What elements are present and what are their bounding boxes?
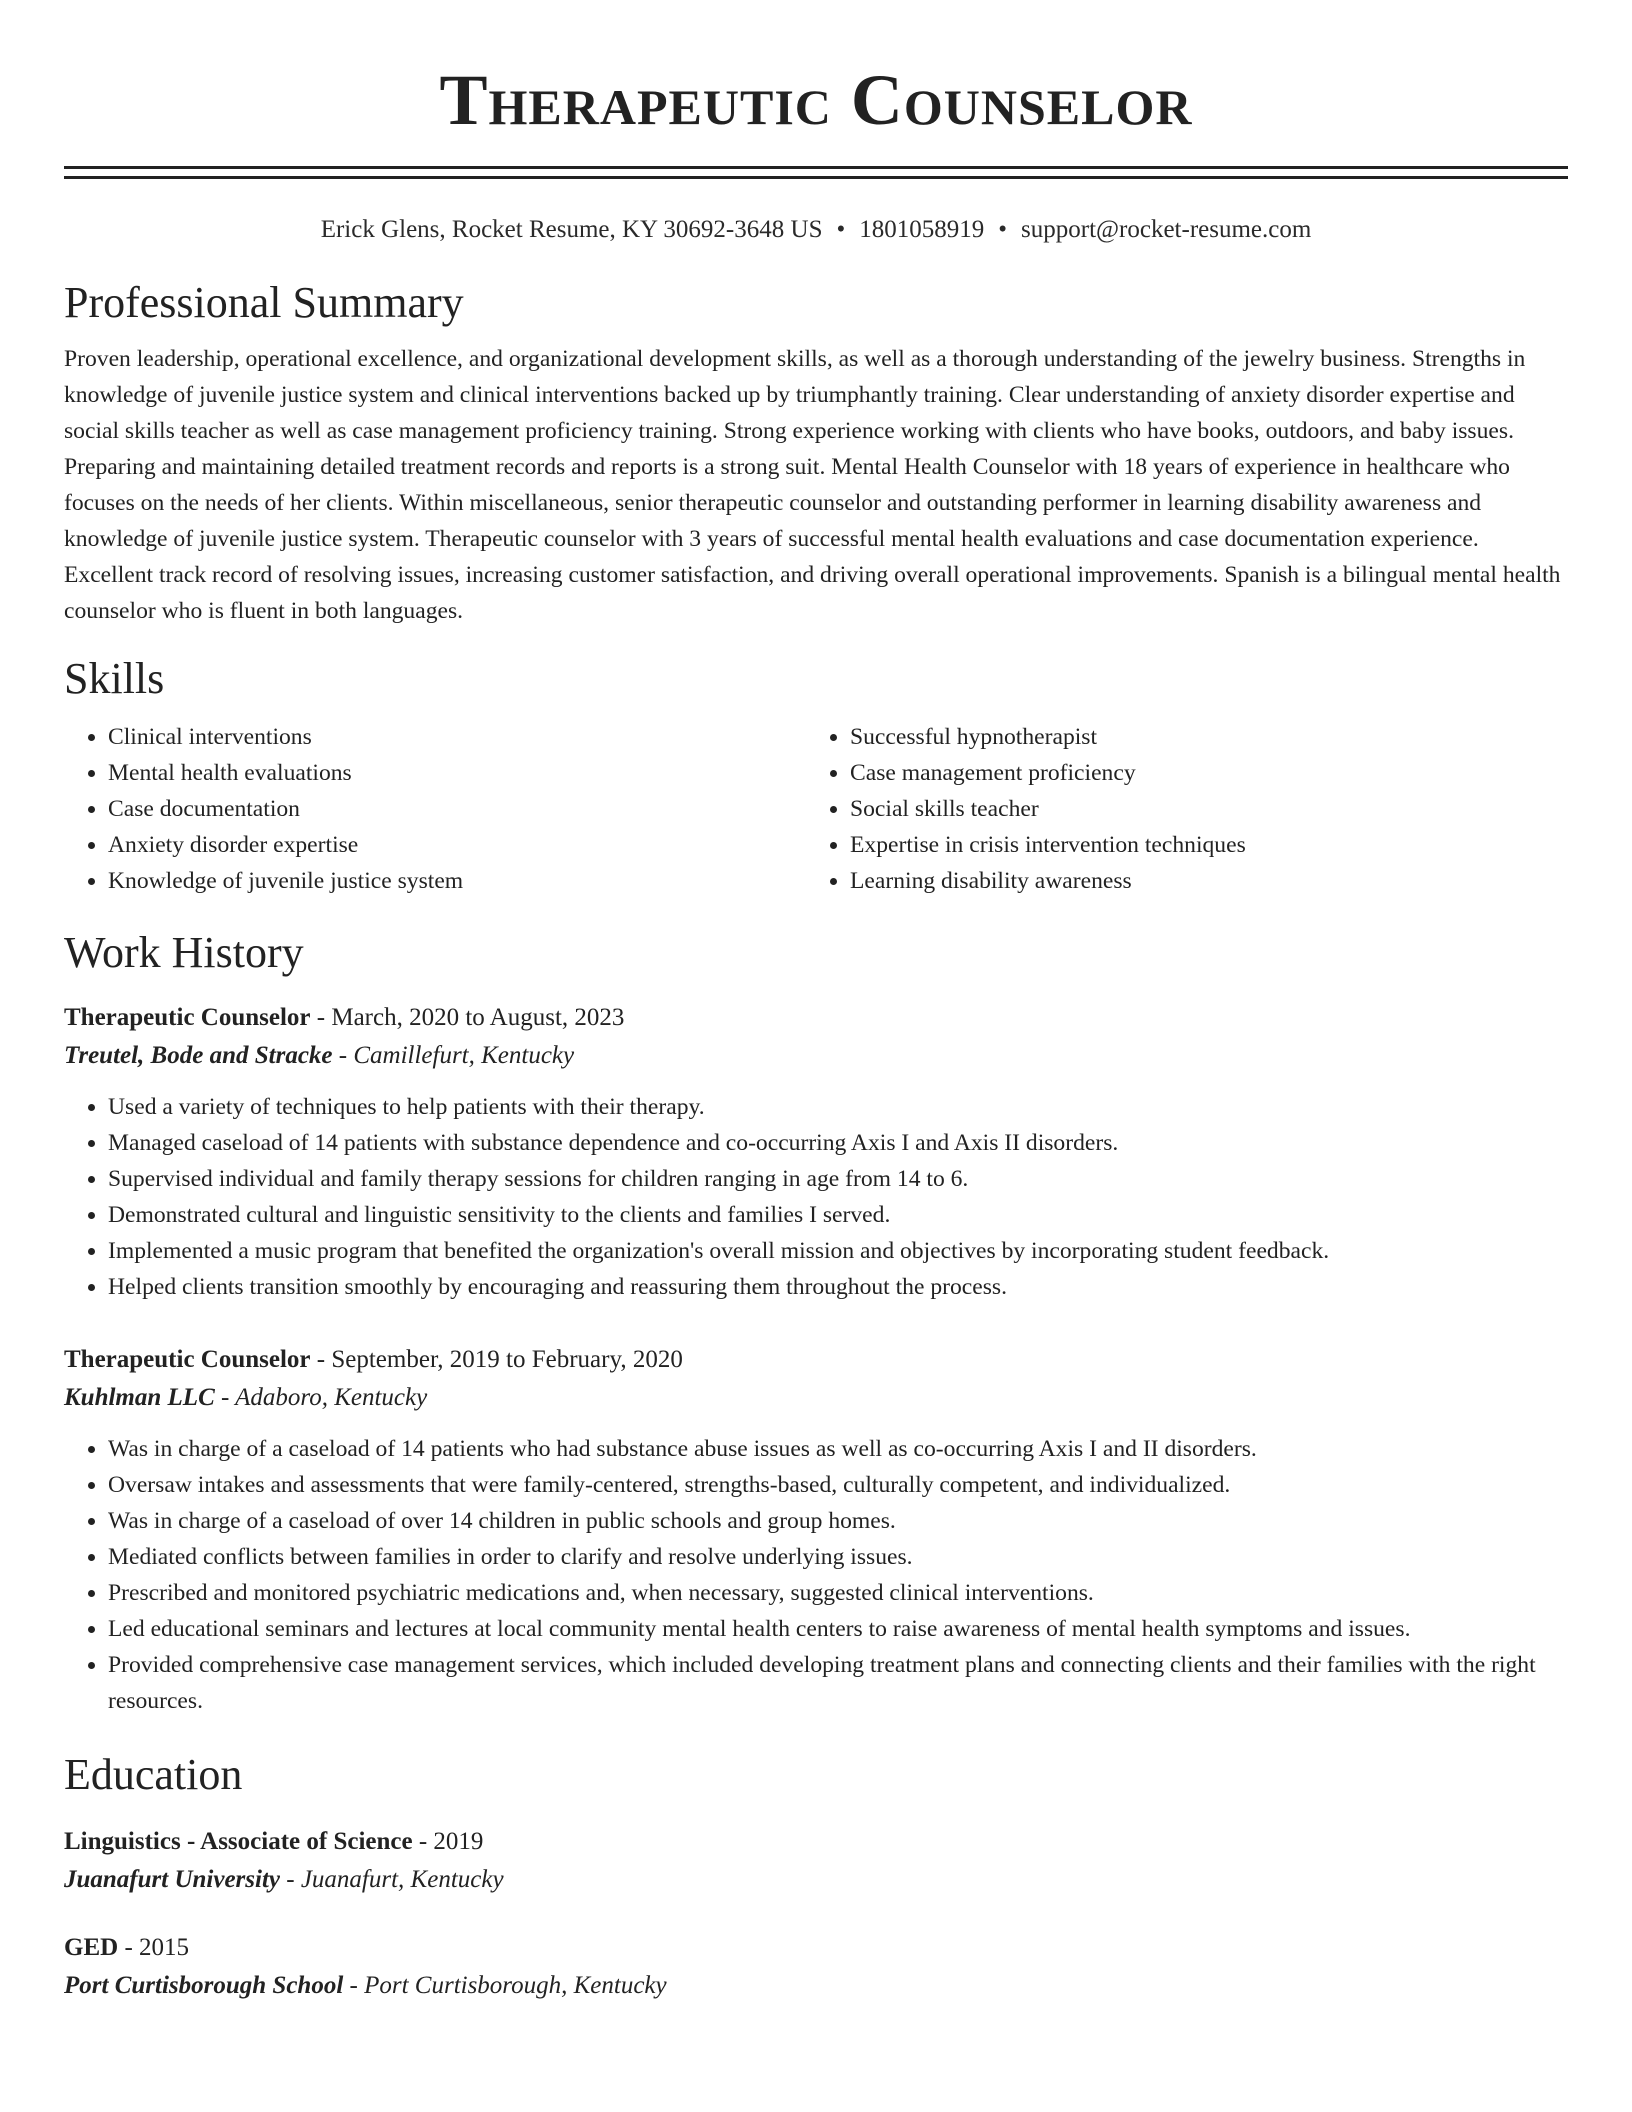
job-bullet: • Used a variety of techniques to help patients with their therapy. bbox=[108, 1089, 1568, 1125]
skill-item: • Learning disability awareness bbox=[850, 863, 1548, 899]
job-title: Therapeutic Counselor bbox=[64, 1346, 311, 1373]
job-title: Therapeutic Counselor bbox=[64, 1004, 311, 1031]
school-name: Juanafurt University bbox=[64, 1866, 281, 1893]
skill-item: • Expertise in crisis intervention techniques bbox=[850, 827, 1548, 863]
education-heading: Education bbox=[64, 1750, 243, 1799]
job-entry bbox=[64, 1341, 1568, 1719]
job-title-line bbox=[64, 999, 1568, 1037]
skills-list bbox=[64, 719, 1568, 899]
skill-item: • Social skills teacher bbox=[850, 791, 1548, 827]
job-bullet: • Was in charge of a caseload of 14 patients who had substance abuse issues as well as co-occurring Axis I and II disorders. bbox=[108, 1431, 1568, 1467]
skill-item: • Case documentation bbox=[108, 791, 806, 827]
contact-email: support@rocket-resume.com bbox=[1021, 216, 1312, 243]
contact-separator: • bbox=[998, 216, 1008, 243]
skill-item: • Case management proficiency bbox=[850, 755, 1548, 791]
contact-separator: • bbox=[836, 216, 846, 243]
company-line bbox=[64, 1037, 1568, 1075]
job-bullet: • Mediated conflicts between families in order to clarify and resolve underlying issues. bbox=[108, 1539, 1568, 1575]
job-bullet: • Prescribed and monitored psychiatric medications and, when necessary, suggested clinical interventions. bbox=[108, 1575, 1568, 1611]
job-bullet: • Demonstrated cultural and linguistic sensitivity to the clients and families I served. bbox=[108, 1197, 1568, 1233]
company-location: - Camillefurt, Kentucky bbox=[332, 1042, 575, 1069]
company-line bbox=[64, 1379, 1568, 1417]
school-line bbox=[64, 1861, 1568, 1899]
work-history-heading: Work History bbox=[64, 928, 304, 977]
company-name: Treutel, Bode and Stracke bbox=[64, 1042, 333, 1069]
summary-text: Proven leadership, operational excellence, and organizational development skills, as well as a thorough understanding of the jewelry business. Strengths in knowledge of juvenile justice system and clinical interventions backed up by triumphantly training. Clear understanding of anxiety disorder expertise and social skills teacher as well as case management proficiency training. Strong experience working with clients who have books, outdoors, and baby issues. Preparing and maintaining detailed treatment records and reports is a strong suit. Mental Health Counselor with 18 years of experience in healthcare who focuses on the needs of her clients. Within miscellaneous, senior therapeutic counselor and outstanding performer in learning disability awareness and knowledge of juvenile justice system. Therapeutic counselor with 3 years of successful mental health evaluations and case documentation experience. Excellent track record of resolving issues, increasing customer satisfaction, and driving overall operational improvements. Spanish is a bilingual mental health counselor who is fluent in both languages. bbox=[64, 346, 1561, 624]
school-line bbox=[64, 1967, 1568, 2005]
job-entry bbox=[64, 999, 1568, 1305]
job-bullet: • Led educational seminars and lectures at local community mental health centers to raise awareness of mental health symptoms and issues. bbox=[108, 1611, 1568, 1647]
school-name: Port Curtisborough School bbox=[64, 1972, 344, 1999]
school-location: - Juanafurt, Kentucky bbox=[280, 1866, 504, 1893]
degree-line bbox=[64, 1823, 1568, 1861]
degree-name: GED bbox=[64, 1934, 119, 1961]
education-entry bbox=[64, 1929, 1568, 2005]
degree-year: - 2015 bbox=[118, 1934, 190, 1961]
job-dates: - March, 2020 to August, 2023 bbox=[310, 1004, 625, 1031]
page-title: Therapeutic Counselor bbox=[439, 60, 1193, 140]
contact-line bbox=[64, 213, 1568, 247]
degree-year: - 2019 bbox=[412, 1828, 484, 1855]
skills-column-left bbox=[64, 719, 806, 899]
skill-item: • Anxiety disorder expertise bbox=[108, 827, 806, 863]
education-entry bbox=[64, 1823, 1568, 1899]
title-divider-bottom bbox=[64, 176, 1568, 179]
skill-item: • Knowledge of juvenile justice system bbox=[108, 863, 806, 899]
job-bullet: • Implemented a music program that benefited the organization's overall mission and objectives by incorporating student feedback. bbox=[108, 1233, 1568, 1269]
degree-name: Linguistics - Associate of Science bbox=[64, 1828, 413, 1855]
job-bullet: • Supervised individual and family therapy sessions for children ranging in age from 14 to 6. bbox=[108, 1161, 1568, 1197]
job-bullet: • Managed caseload of 14 patients with substance dependence and co-occurring Axis I and Axis II disorders. bbox=[108, 1125, 1568, 1161]
degree-line bbox=[64, 1929, 1568, 1967]
job-bullets bbox=[64, 1431, 1568, 1719]
job-bullets bbox=[64, 1089, 1568, 1305]
job-bullet: • Provided comprehensive case management services, which included developing treatment plans and connecting clients and their families with the right resources. bbox=[108, 1647, 1568, 1719]
job-bullet: • Helped clients transition smoothly by encouraging and reassuring them throughout the process. bbox=[108, 1269, 1568, 1305]
job-bullet: • Oversaw intakes and assessments that were family-centered, strengths-based, culturally competent, and individualized. bbox=[108, 1467, 1568, 1503]
skills-column-right bbox=[806, 719, 1548, 899]
company-location: - Adaboro, Kentucky bbox=[214, 1384, 428, 1411]
school-location: - Port Curtisborough, Kentucky bbox=[343, 1972, 667, 1999]
job-dates: - September, 2019 to February, 2020 bbox=[310, 1346, 683, 1373]
skills-heading: Skills bbox=[64, 654, 165, 703]
summary-heading: Professional Summary bbox=[64, 278, 464, 327]
contact-phone: 1801058919 bbox=[859, 216, 985, 243]
skill-item: • Clinical interventions bbox=[108, 719, 806, 755]
contact-address: Erick Glens, Rocket Resume, KY 30692-3648 US bbox=[320, 216, 823, 243]
company-name: Kuhlman LLC bbox=[64, 1384, 215, 1411]
title-divider-top bbox=[64, 166, 1568, 169]
skill-item: • Successful hypnotherapist bbox=[850, 719, 1548, 755]
job-bullet: • Was in charge of a caseload of over 14 children in public schools and group homes. bbox=[108, 1503, 1568, 1539]
skill-item: • Mental health evaluations bbox=[108, 755, 806, 791]
job-title-line bbox=[64, 1341, 1568, 1379]
